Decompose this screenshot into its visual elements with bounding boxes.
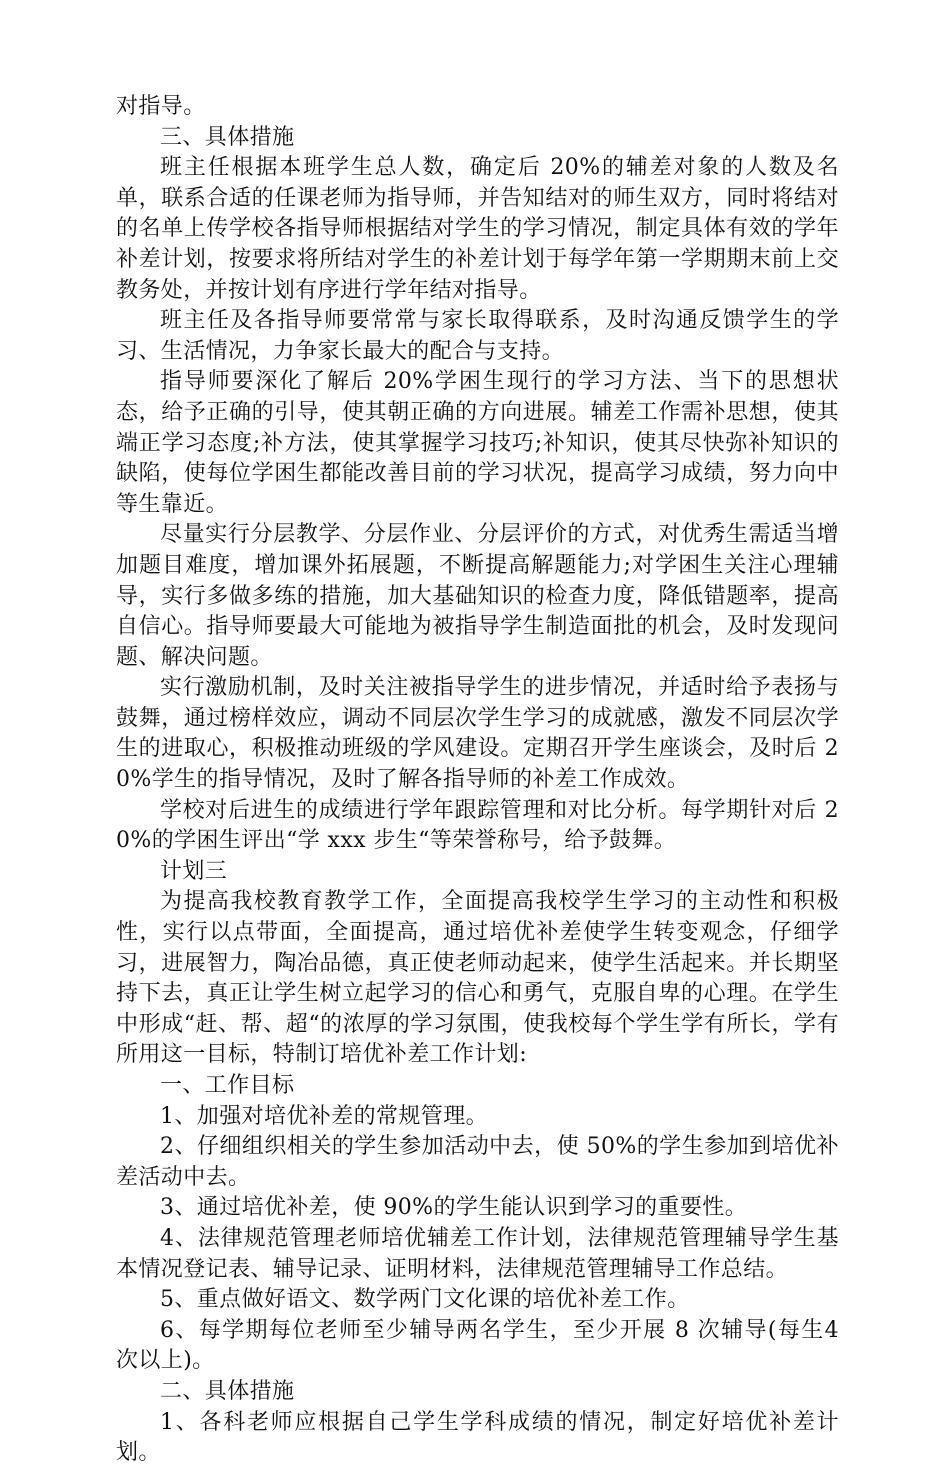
goal-item-3: 3、通过培优补差，使 90%的学生能认识到学习的重要性。	[160, 1195, 748, 1221]
goal-item-2: 2、仔细组织相关的学生参加活动中去，使 50%的学生参加到培优补差活动中去。	[116, 1134, 839, 1190]
paragraph-incentive-mechanism: 实行激励机制，及时关注被指导学生的进步情况，并适时给予表扬与鼓舞，通过榜样效应，调动不同层次学生学习的成就感，激发不同层次学生的进取心，积极推动班级的学风建设。定期召开学生座谈会，及时后 20%学生的指导情况，及时了解各指导师的补差工作成效。	[116, 675, 839, 793]
heading-specific-measures-2: 二、具体措施	[160, 1378, 295, 1404]
heading-specific-measures: 三、具体措施	[160, 124, 295, 150]
paragraph-tracking-analysis: 学校对后进生的成绩进行学年跟踪管理和对比分析。每学期针对后 20%的学困生评出“学 xxx 步生“等荣誉称号，给予鼓舞。	[116, 797, 839, 854]
goal-item-1: 1、加强对培优补差的常规管理。	[160, 1103, 488, 1129]
paragraph-mentor-guidance: 指导师要深化了解后 20%学困生现行的学习方法、当下的思想状态，给予正确的引导，使其朝正确的方向进展。辅差工作需补思想，使其端正学习态度;补方法，使其掌握学习技巧;补知识，使其尽快弥补知识的缺陷，使每位学困生都能改善目前的学习状况，提高学习成绩，努力向中等生靠近。	[116, 369, 839, 517]
document-page	[116, 92, 839, 1469]
paragraph-continuation: 对指导。	[116, 94, 206, 119]
paragraph-parent-contact: 班主任及各指导师要常常与家长取得联系，及时沟通反馈学生的学习、生活情况，力争家长最大的配合与支持。	[116, 308, 839, 364]
measure-item-1: 1、各科老师应根据自己学生学科成绩的情况，制定好培优补差计划。	[116, 1409, 839, 1466]
goal-item-4: 4、法律规范管理老师培优辅差工作计划，法律规范管理辅导学生基本情况登记表、辅导记录、证明材料，法律规范管理辅导工作总结。	[116, 1225, 839, 1282]
heading-work-goals: 一、工作目标	[160, 1073, 295, 1098]
heading-plan-three: 计划三	[160, 858, 228, 884]
goal-item-5: 5、重点做好语文、数学两门文化课的培优补差工作。	[160, 1287, 690, 1313]
goal-item-6: 6、每学期每位老师至少辅导两名学生，至少开展 8 次辅导(每生4 次以上)。	[116, 1317, 839, 1374]
paragraph-layered-teaching: 尽量实行分层教学、分层作业、分层评价的方式，对优秀生需适当增加题目难度，增加课外拓展题，不断提高解题能力;对学困生关注心理辅导，实行多做多练的措施，加大基础知识的检查力度，降低错题率，提高自信心。指导师要最大可能地为被指导学生制造面批的机会，及时发现问题、解决问题。	[116, 522, 839, 670]
paragraph-plan-three-intro: 为提高我校教育教学工作，全面提高我校学生学习的主动性和积极性，实行以点带面，全面提高，通过培优补差使学生转变观念，仔细学习，进展智力，陶冶品德，真正使老师动起来，使学生活起来。并长期坚持下去，真正让学生树立起学习的信心和勇气，克服自卑的心理。在学生中形成“赶、帮、超“的浓厚的学习氛围，使我校每个学生学有所长，学有所用这一目标，特制订培优补差工作计划:	[116, 889, 839, 1068]
paragraph-class-teacher-pairing: 班主任根据本班学生总人数，确定后 20%的辅差对象的人数及名单，联系合适的任课老师为指导师，并告知结对的师生双方，同时将结对的名单上传学校各指导师根据结对学生的学习情况，制定具体有效的学年补差计划，按要求将所结对学生的补差计划于每学年第一学期期末前上交教务处，并按计划有序进行学年结对指导。	[116, 155, 839, 303]
